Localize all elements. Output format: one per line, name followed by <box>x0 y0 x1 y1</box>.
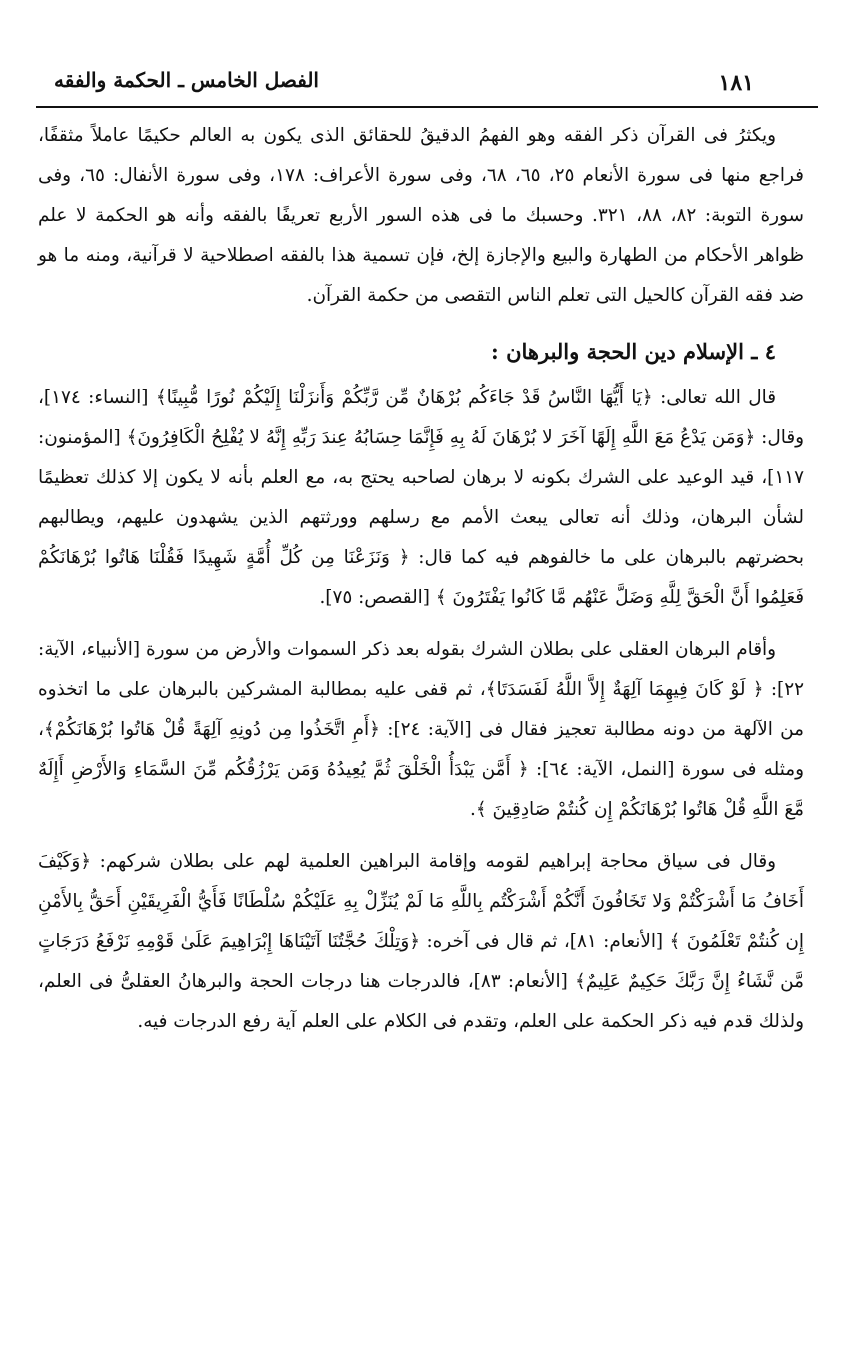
section-heading: ٤ ـ الإسلام دين الحجة والبرهان : <box>491 339 776 364</box>
running-header <box>36 58 814 106</box>
page-number: ١٨١ <box>718 70 754 96</box>
chapter-title: الفصل الخامس ـ الحكمة والفقه <box>54 68 319 92</box>
paragraph-burhan-2: وأقام البرهان العقلى على بطلان الشرك بقوله بعد ذكر السموات والأرض من سورة [الأنبياء، الآية: ٢٢]: ﴿ لَوْ كَانَ فِيهِمَا آلِهَةٌ إِلاَّ اللَّهُ لَفَسَدَتَا﴾، ثم قفى عليه بمطالبة المشركين بالبرهان على ما اتخذوه من الآلهة من دونه مطالبة تعجيز فقال فى [الآية: ٢٤]: ﴿أَمِ اتَّخَذُوا مِن دُونِهِ آلِهَةً قُلْ هَاتُوا بُرْهَانَكُمْ﴾، ومثله فى سورة [النمل، الآية: ٦٤]: ﴿ أَمَّن يَبْدَأُ الْخَلْقَ ثُمَّ يُعِيدُهُ وَمَن يَرْزُقُكُم مِّنَ السَّمَاءِ وَالأَرْضِ أَإِلَهٌ مَّعَ اللَّهِ قُلْ هَاتُوا بُرْهَانَكُمْ إِن كُنتُمْ صَادِقِينَ ﴾. <box>38 639 804 820</box>
paragraph-burhan-1: قال الله تعالى: ﴿يَا أَيُّهَا النَّاسُ قَدْ جَاءَكُم بُرْهَانٌ مِّن رَّبِّكُمْ وَأَنزَلْنَا إِلَيْكُمْ نُورًا مُّبِينًا﴾ [النساء: ١٧٤]، وقال: ﴿وَمَن يَدْعُ مَعَ اللَّهِ إِلَهًا آخَرَ لا بُرْهَانَ لَهُ بِهِ فَإِنَّمَا حِسَابُهُ عِندَ رَبِّهِ إِنَّهُ لا يُفْلِحُ الْكَافِرُونَ﴾ [المؤمنون: ١١٧]، قيد الوعيد على الشرك بكونه لا برهان لصاحبه يحتج به، مع العلم بأنه لا يكون إلا كذلك تعظيمًا لشأن البرهان، وذلك أنه تعالى يبعث الأمم مع رسلهم وورثتهم الذين يشهدون عليهم، ويطالبهم بحضرتهم بالبرهان على ما خالفوهم فيه كما قال: ﴿ وَنَزَعْنَا مِن كُلِّ أُمَّةٍ شَهِيدًا فَقُلْنَا هَاتُوا بُرْهَانَكُمْ فَعَلِمُوا أَنَّ الْحَقَّ لِلَّهِ وَضَلَّ عَنْهُم مَّا كَانُوا يَفْتَرُونَ ﴾ [القصص: ٧٥]. <box>38 387 805 608</box>
paragraph-burhan-3: وقال فى سياق محاجة إبراهيم لقومه وإقامة البراهين العلمية لهم على بطلان شركهم: ﴿وَكَيْفَ أَخَافُ مَا أَشْرَكْتُمْ وَلا تَخَافُونَ أَنَّكُمْ أَشْرَكْتُم بِاللَّهِ مَا لَمْ يُنَزِّلْ بِهِ عَلَيْكُمْ سُلْطَانًا فَأَيُّ الْفَرِيقَيْنِ أَحَقُّ بِالأَمْنِ إِن كُنتُمْ تَعْلَمُونَ ﴾ [الأنعام: ٨١]، ثم قال فى آخره: ﴿وَتِلْكَ حُجَّتُنَا آتَيْنَاهَا إِبْرَاهِيمَ عَلَىٰ قَوْمِهِ نَرْفَعُ دَرَجَاتٍ مَّن نَّشَاءُ إِنَّ رَبَّكَ حَكِيمٌ عَلِيمٌ﴾ [الأنعام: ٨٣]، فالدرجات هنا درجات الحجة والبرهانُ العقلىُّ فى العلم، ولذلك قدم فيه ذكر الحكمة على العلم، وتقدم فى الكلام على العلم آية رفع الدرجات فيه. <box>38 851 804 1032</box>
page-body <box>38 116 804 1042</box>
paragraph-fiqh: ويكثرُ فى القرآن ذكر الفقه وهو الفهمُ الدقيقُ للحقائق الذى يكون به العالم حكيمًا عاملاً مثقفًا، فراجع منها فى سورة الأنعام ٢٥، ٦٥، ٦٨، وفى سورة الأعراف: ١٧٨، وفى سورة الأنفال: ٦٥، وفى سورة التوبة: ٨٢، ٨٨، ٣٢١. وحسبك ما فى هذه السور الأربع تعريفًا بالفقه وأنه هو الحكمة لا علم ظواهر الأحكام من الطهارة والبيع والإجازة إلخ، فإن تسمية هذا بالفقه اصطلاحية لا قرآنية، ومنه ما هو ضد فقه القرآن كالحيل التى تعلم الناس التقصى من حكمة القرآن. <box>38 125 804 306</box>
header-rule <box>36 106 818 108</box>
